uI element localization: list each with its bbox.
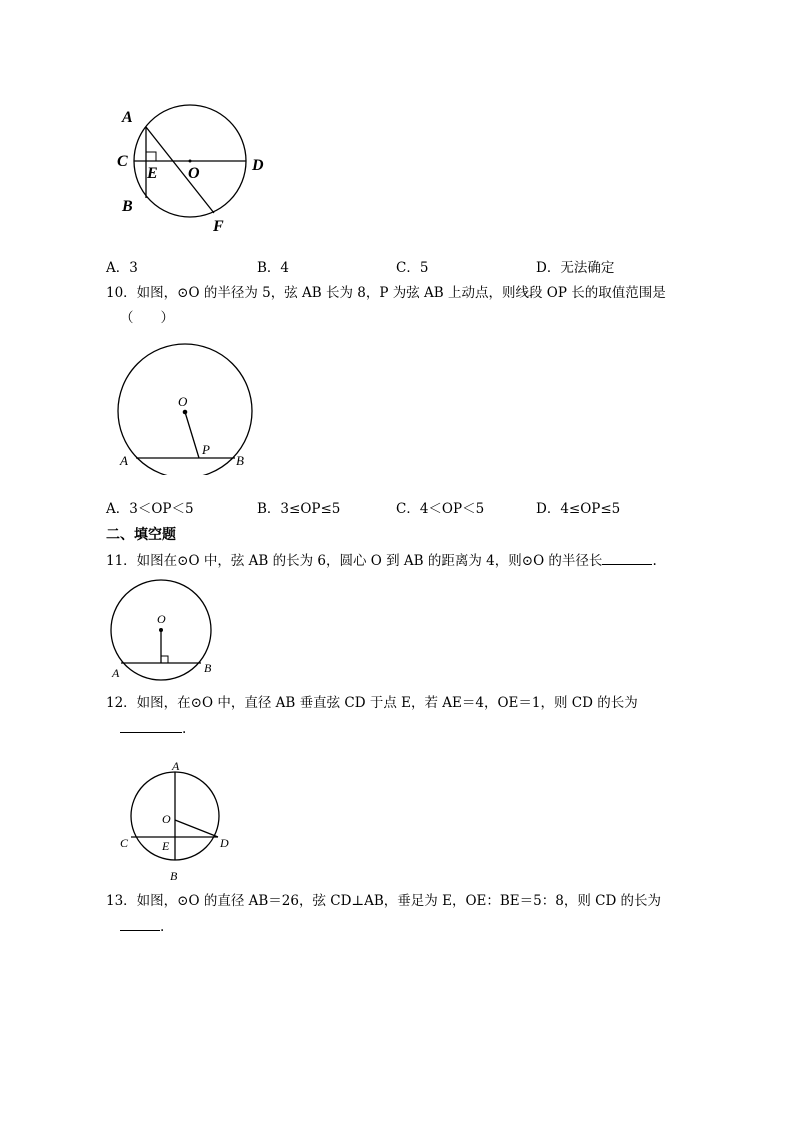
q12-answer-blank[interactable]: [120, 720, 182, 733]
q10-segment-op: [185, 412, 199, 458]
section-fill-in-heading: 二、填空题: [106, 527, 176, 543]
q9-label-a: A: [122, 109, 133, 126]
q12-label-b: B: [170, 869, 178, 883]
q11-label-a: A: [112, 666, 120, 680]
q11-answer-blank[interactable]: [602, 552, 652, 565]
q9-option-c: C．5: [396, 260, 429, 276]
q12-answer-line: [120, 720, 186, 738]
q10-figure: [110, 340, 270, 475]
q9-option-d: D．无法确定: [536, 260, 615, 276]
q11-period: .: [652, 553, 657, 569]
q10-circle: [118, 344, 252, 475]
q11-right-angle-mark: [161, 656, 168, 663]
q10-label-a: A: [120, 453, 128, 468]
q12-label-e: E: [162, 839, 170, 853]
q9-option-a: A．3: [106, 260, 138, 276]
q10-option-c: C．4＜OP＜5: [396, 501, 485, 517]
q12-radius-od: [175, 820, 218, 837]
q10-answer-paren: （ ）: [120, 310, 174, 326]
q12-figure: [114, 756, 244, 886]
q9-center-dot: [189, 160, 192, 163]
q10-option-d: D．4≤OP≤5: [536, 501, 621, 517]
q9-label-c: C: [117, 153, 128, 170]
q10-question-text: 10．如图，⊙O 的半径为 5，弦 AB 长为 8，P 为弦 AB 上动点，则线段 OP 长的取值范围是: [106, 285, 666, 301]
q11-label-o: O: [157, 612, 166, 626]
q11-label-b: B: [204, 661, 212, 675]
q12-period: .: [182, 721, 187, 737]
q10-label-p: P: [202, 442, 210, 457]
q10-label-b: B: [236, 453, 244, 468]
q10-label-o: O: [178, 394, 188, 409]
q9-figure: [100, 100, 280, 240]
q11-question-text: [106, 552, 657, 570]
q11-center-dot: [159, 628, 163, 632]
q12-label-c: C: [120, 836, 129, 850]
q9-label-o: O: [188, 165, 200, 182]
q13-answer-blank[interactable]: [120, 918, 160, 931]
q12-label-d: D: [220, 836, 229, 850]
q9-label-d: D: [252, 157, 264, 174]
q10-option-a: A．3＜OP＜5: [106, 501, 194, 517]
q12-label-a: A: [172, 759, 180, 773]
q11-figure: [104, 576, 224, 681]
q12-label-o: O: [162, 812, 171, 826]
q10-center-dot: [183, 410, 188, 415]
q13-answer-line: [120, 918, 164, 936]
q13-period: .: [160, 919, 165, 935]
q9-label-f: F: [213, 218, 224, 235]
q9-label-e: E: [147, 165, 158, 182]
q9-right-angle-mark: [146, 152, 156, 161]
q10-option-b: B．3≤OP≤5: [257, 501, 341, 517]
q13-question-text: 13．如图，⊙O 的直径 AB＝26，弦 CD⊥AB，垂足为 E，OE：BE＝5：8，则 CD 的长为: [106, 893, 662, 909]
q11-text: 11．如图在⊙O 中，弦 AB 的长为 6，圆心 O 到 AB 的距离为 4，则⊙O 的半径长: [106, 553, 603, 569]
q9-label-b: B: [122, 198, 133, 215]
q12-question-text: 12．如图，在⊙O 中，直径 AB 垂直弦 CD 于点 E，若 AE＝4，OE＝1，则 CD 的长为: [106, 695, 638, 711]
q9-option-b: B．4: [257, 260, 290, 276]
